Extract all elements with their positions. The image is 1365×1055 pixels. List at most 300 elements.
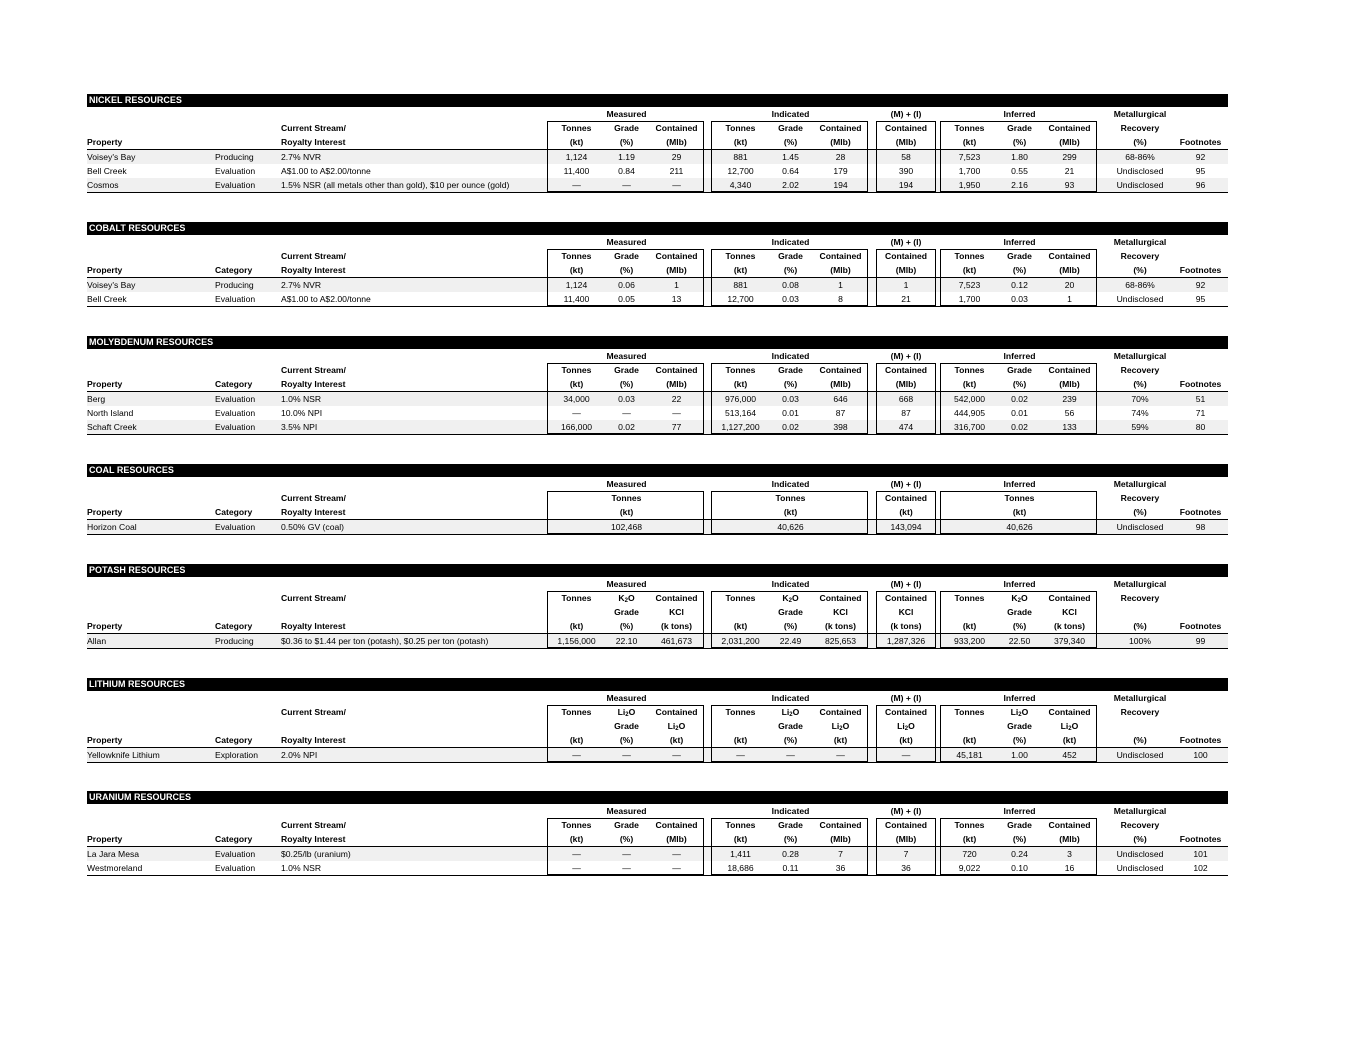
table-cell: 720	[962, 849, 977, 859]
table-cell: 93	[1064, 180, 1075, 190]
column-header: (%)	[783, 735, 798, 745]
table-cell: 87	[901, 408, 911, 418]
table-cell: 976,000	[724, 394, 757, 404]
column-header: KCl	[833, 607, 848, 617]
table-cell: 100%	[1129, 636, 1151, 646]
table-cell: 0.84	[618, 166, 635, 176]
table-cell: 29	[671, 152, 682, 162]
column-header: Tonnes	[725, 251, 756, 261]
column-header: Tonnes	[1004, 493, 1035, 503]
table-cell: Producing	[215, 636, 254, 646]
table-cell: 59%	[1131, 422, 1149, 432]
table-cell: 461,673	[660, 636, 693, 646]
column-header: (%)	[783, 834, 798, 844]
table-cell: 22.10	[615, 636, 638, 646]
table-cell: 0.11	[782, 863, 799, 873]
group-label: Indicated	[771, 693, 810, 703]
table-cell: Cosmos	[87, 180, 119, 190]
column-header: Contained	[655, 365, 698, 375]
column-header: (k tons)	[824, 621, 857, 631]
table-row	[87, 406, 1228, 420]
group-label: Measured	[606, 479, 647, 489]
column-header: $Li_2O$	[781, 707, 800, 718]
group-label: Metallurgical	[1113, 579, 1167, 589]
table-cell: 87	[835, 408, 846, 418]
column-header-row	[87, 832, 1228, 847]
table-cell: Undisclosed	[1116, 522, 1164, 532]
table-cell: 1.0% NSR	[281, 394, 322, 404]
table-cell: $0.25/lb (uranium)	[281, 849, 351, 859]
column-header: (%)	[783, 379, 798, 389]
column-header: Contained	[819, 707, 862, 717]
table-row	[87, 520, 1228, 535]
table-cell: 0.24	[1011, 849, 1028, 859]
table-cell: 0.03	[782, 394, 799, 404]
table-cell: Producing	[215, 152, 254, 162]
table-row	[87, 150, 1228, 164]
column-header: Current Stream/	[281, 365, 346, 375]
column-header: Grade	[614, 123, 639, 133]
column-header: Contained	[884, 820, 927, 830]
table-cell: 0.12	[1011, 280, 1028, 290]
column-header: (Mlb)	[666, 137, 687, 147]
table-cell: 102	[1193, 863, 1208, 873]
column-header: (%)	[1012, 621, 1027, 631]
table-cell: 0.03	[618, 394, 635, 404]
table-cell: Evaluation	[215, 166, 256, 176]
column-header-row	[87, 377, 1228, 392]
table-cell: 1	[903, 280, 909, 290]
column-header: Tonnes	[561, 365, 592, 375]
section-title: NICKEL RESOURCES	[87, 94, 1228, 107]
column-header: (kt)	[962, 735, 977, 745]
column-header: Grade	[614, 607, 639, 617]
table-cell: 4,340	[729, 180, 752, 190]
column-header: Contained	[884, 123, 927, 133]
column-header: Contained	[884, 493, 927, 503]
column-header: (kt)	[669, 735, 684, 745]
table-cell: —	[672, 408, 681, 418]
column-header: Property	[87, 137, 123, 147]
table-cell: A$1.00 to A$2.00/tonne	[281, 294, 371, 304]
table-cell: —	[622, 180, 631, 190]
table-cell: 96	[1195, 180, 1206, 190]
column-header: Grade	[778, 607, 803, 617]
column-header: $Li_2O$	[897, 721, 915, 732]
uranium-resources-table	[87, 791, 1228, 876]
table-cell: 0.03	[1011, 294, 1028, 304]
column-header: (%)	[1133, 265, 1147, 275]
table-cell: 95	[1195, 166, 1206, 176]
column-header: (kt)	[733, 834, 748, 844]
column-header: (kt)	[733, 735, 748, 745]
table-cell: —	[572, 849, 581, 859]
table-cell: 7	[838, 849, 843, 859]
group-label: Metallurgical	[1113, 479, 1167, 489]
column-header: Contained	[1048, 365, 1091, 375]
group-header-row	[87, 691, 1228, 705]
table-cell: Horizon Coal	[87, 522, 137, 532]
column-header: KCl	[669, 607, 684, 617]
column-header: Current Stream/	[281, 251, 346, 261]
table-cell: 0.64	[782, 166, 799, 176]
column-header: (k tons)	[660, 621, 693, 631]
column-header: Grade	[614, 251, 639, 261]
table-row	[87, 164, 1228, 178]
table-cell: 166,000	[560, 422, 593, 432]
column-header: (%)	[1012, 379, 1027, 389]
column-header-row	[87, 263, 1228, 278]
table-cell: —	[672, 180, 681, 190]
table-row	[87, 278, 1228, 292]
table-cell: 40,626	[777, 522, 804, 532]
column-header: (Mlb)	[895, 265, 917, 275]
column-header: Category	[215, 735, 253, 745]
column-header: (kt)	[899, 507, 913, 517]
table-cell: 1,287,326	[886, 636, 926, 646]
column-header: (Mlb)	[1059, 265, 1080, 275]
column-header: (%)	[1012, 137, 1027, 147]
column-header: (kt)	[962, 379, 977, 389]
table-cell: 239	[1062, 394, 1077, 404]
table-cell: —	[622, 408, 631, 418]
column-header-row	[87, 135, 1228, 150]
table-cell: 102,468	[610, 522, 643, 532]
table-cell: —	[786, 750, 795, 760]
table-row	[87, 178, 1228, 193]
group-label: Indicated	[771, 109, 810, 119]
column-header: Grade	[1007, 820, 1032, 830]
column-header: (%)	[1133, 379, 1147, 389]
table-cell: 379,340	[1053, 636, 1086, 646]
table-cell: —	[572, 750, 581, 760]
column-header: Contained	[819, 123, 862, 133]
column-header: (%)	[619, 379, 634, 389]
column-header: (%)	[1133, 137, 1147, 147]
column-header: (%)	[783, 621, 798, 631]
column-header: Property	[87, 379, 123, 389]
column-header: (kt)	[569, 265, 584, 275]
column-header: Tonnes	[954, 593, 985, 603]
column-header: Footnotes	[1179, 379, 1222, 389]
table-cell: Bell Creek	[87, 294, 127, 304]
column-header: Tonnes	[725, 123, 756, 133]
column-header: Tonnes	[954, 251, 985, 261]
column-header: Tonnes	[725, 365, 756, 375]
table-cell: 1,124	[565, 152, 588, 162]
table-cell: Schaft Creek	[87, 422, 137, 432]
table-cell: 0.28	[782, 849, 799, 859]
column-header: Tonnes	[954, 365, 985, 375]
column-header: (kt)	[733, 379, 748, 389]
column-header: Category	[215, 265, 253, 275]
column-header: Contained	[1048, 593, 1091, 603]
column-header: Grade	[1007, 607, 1032, 617]
group-header-row	[87, 577, 1228, 591]
column-header: Footnotes	[1179, 735, 1222, 745]
column-header: Royalty Interest	[281, 265, 346, 275]
column-header: Footnotes	[1179, 137, 1222, 147]
column-header: Category	[215, 379, 253, 389]
group-label: Inferred	[1003, 806, 1036, 816]
column-header: (kt)	[733, 137, 748, 147]
column-header: (%)	[1012, 265, 1027, 275]
table-row	[87, 420, 1228, 435]
group-label: Inferred	[1003, 351, 1036, 361]
group-header-row	[87, 804, 1228, 818]
table-cell: —	[736, 750, 745, 760]
column-header: Contained	[819, 820, 862, 830]
group-label: Inferred	[1003, 237, 1036, 247]
table-cell: 0.05	[618, 294, 635, 304]
table-cell: Producing	[215, 280, 254, 290]
table-cell: —	[901, 750, 911, 760]
column-header: (kt)	[962, 137, 977, 147]
section-title: MOLYBDENUM RESOURCES	[87, 336, 1228, 349]
column-header: (Mlb)	[895, 137, 917, 147]
column-header: Contained	[1048, 820, 1091, 830]
column-header: Contained	[884, 593, 927, 603]
column-header: (kt)	[733, 265, 748, 275]
column-header: (kt)	[1062, 735, 1077, 745]
table-cell: 0.06	[618, 280, 635, 290]
table-cell: 133	[1062, 422, 1077, 432]
table-cell: 1.19	[618, 152, 635, 162]
table-cell: Evaluation	[215, 422, 256, 432]
section-title: LITHIUM RESOURCES	[87, 678, 1228, 691]
column-header: (kt)	[733, 621, 748, 631]
table-cell: 2.02	[782, 180, 799, 190]
column-header: Current Stream/	[281, 707, 346, 717]
group-header-row	[87, 477, 1228, 491]
table-cell: 92	[1195, 280, 1206, 290]
table-cell: 8	[838, 294, 843, 304]
table-cell: 0.03	[782, 294, 799, 304]
table-cell: —	[836, 750, 845, 760]
column-header: Contained	[655, 251, 698, 261]
table-cell: 3	[1067, 849, 1072, 859]
table-cell: 21	[901, 294, 911, 304]
table-cell: —	[622, 750, 631, 760]
column-header: Tonnes	[725, 593, 756, 603]
table-cell: —	[572, 408, 581, 418]
column-header: Recovery	[1120, 123, 1160, 133]
column-header: (kt)	[569, 379, 584, 389]
table-cell: 316,700	[953, 422, 986, 432]
column-header: KCl	[1062, 607, 1077, 617]
group-label: (M) + (I)	[890, 806, 922, 816]
table-cell: 513,164	[724, 408, 757, 418]
table-cell: Berg	[87, 394, 106, 404]
table-cell: 0.02	[618, 422, 635, 432]
table-row	[87, 861, 1228, 876]
table-cell: 3.5% NPI	[281, 422, 318, 432]
column-header: (k tons)	[1053, 621, 1086, 631]
group-header-row	[87, 349, 1228, 363]
column-header: Recovery	[1120, 365, 1160, 375]
table-cell: 11,400	[563, 294, 590, 304]
group-label: Indicated	[771, 806, 810, 816]
table-cell: $0.36 to $1.44 per ton (potash), $0.25 per ton (potash)	[281, 636, 489, 646]
column-header: Category	[215, 621, 253, 631]
column-header-row	[87, 733, 1228, 748]
group-label: (M) + (I)	[890, 237, 922, 247]
table-cell: Evaluation	[215, 180, 256, 190]
group-label: Inferred	[1003, 479, 1036, 489]
column-header: Contained	[655, 593, 698, 603]
group-label: Inferred	[1003, 109, 1036, 119]
column-header: KCl	[898, 607, 914, 617]
column-header: Contained	[655, 707, 698, 717]
column-header: Property	[87, 834, 123, 844]
column-header: (%)	[619, 621, 634, 631]
column-header: (%)	[783, 265, 798, 275]
table-cell: 80	[1195, 422, 1206, 432]
column-header: $K_2O$	[782, 593, 799, 604]
group-label: Metallurgical	[1113, 351, 1167, 361]
table-cell: 100	[1193, 750, 1208, 760]
column-header: Property	[87, 265, 123, 275]
column-header: Contained	[819, 593, 862, 603]
column-header: Tonnes	[561, 707, 592, 717]
column-header-row	[87, 505, 1228, 520]
table-cell: 20	[1064, 280, 1075, 290]
table-cell: —	[572, 863, 581, 873]
table-cell: 77	[671, 422, 682, 432]
group-label: Indicated	[771, 351, 810, 361]
table-cell: Allan	[87, 636, 107, 646]
column-header: (%)	[1133, 621, 1147, 631]
table-cell: 68-86%	[1125, 152, 1155, 162]
table-row	[87, 847, 1228, 861]
column-header: (Mlb)	[666, 834, 687, 844]
column-header: Contained	[819, 251, 862, 261]
table-cell: 1,124	[565, 280, 588, 290]
table-cell: Bell Creek	[87, 166, 127, 176]
column-header: (%)	[1133, 834, 1147, 844]
column-header: Recovery	[1120, 493, 1160, 503]
table-cell: 2.7% NVR	[281, 152, 322, 162]
column-header: $Li_2O$	[831, 721, 850, 732]
column-header: Grade	[1007, 365, 1032, 375]
table-cell: 1.45	[782, 152, 799, 162]
nickel-resources-table	[87, 94, 1228, 193]
table-cell: 51	[1195, 394, 1206, 404]
column-header: Tonnes	[954, 123, 985, 133]
table-cell: 34,000	[563, 394, 590, 404]
column-header: Footnotes	[1179, 507, 1222, 517]
table-cell: 211	[669, 166, 684, 176]
group-label: Measured	[606, 351, 647, 361]
table-row	[87, 634, 1228, 649]
table-cell: 12,700	[727, 294, 754, 304]
column-header: (kt)	[1012, 507, 1027, 517]
table-cell: 542,000	[953, 394, 986, 404]
column-header: Current Stream/	[281, 493, 346, 503]
table-cell: Exploration	[215, 750, 258, 760]
column-header: Royalty Interest	[281, 137, 346, 147]
table-cell: 0.55	[1011, 166, 1028, 176]
column-header: Tonnes	[561, 251, 592, 261]
table-cell: 2.0% NPI	[281, 750, 318, 760]
column-header: (kt)	[569, 621, 584, 631]
table-cell: 398	[833, 422, 848, 432]
group-label: Measured	[606, 693, 647, 703]
table-cell: —	[622, 849, 631, 859]
group-label: (M) + (I)	[890, 579, 922, 589]
column-header: (%)	[619, 735, 634, 745]
column-header: (%)	[783, 137, 798, 147]
table-cell: Voisey's Bay	[87, 152, 136, 162]
column-header: Tonnes	[954, 707, 985, 717]
column-header: Grade	[1007, 251, 1032, 261]
column-header: $K_2O$	[1011, 593, 1028, 604]
table-row	[87, 392, 1228, 406]
table-cell: 22.49	[779, 636, 802, 646]
table-cell: 0.02	[1011, 394, 1028, 404]
column-header: Property	[87, 621, 123, 631]
table-cell: 0.10	[1011, 863, 1028, 873]
column-header: Tonnes	[611, 493, 642, 503]
group-label: (M) + (I)	[890, 693, 922, 703]
table-cell: Undisclosed	[1116, 294, 1164, 304]
table-cell: 56	[1064, 408, 1075, 418]
table-cell: 390	[898, 166, 914, 176]
table-cell: 0.02	[1011, 422, 1028, 432]
group-label: Metallurgical	[1113, 109, 1167, 119]
table-cell: 95	[1195, 294, 1206, 304]
group-label: Measured	[606, 806, 647, 816]
column-header: (Mlb)	[895, 834, 917, 844]
column-header: $Li_2O$	[1010, 707, 1029, 718]
column-header: (Mlb)	[895, 379, 917, 389]
table-cell: 71	[1195, 408, 1206, 418]
table-cell: 0.08	[782, 280, 799, 290]
table-cell: Evaluation	[215, 849, 256, 859]
table-cell: Undisclosed	[1116, 180, 1164, 190]
column-header-row	[87, 491, 1228, 505]
column-header: $Li_2O$	[617, 707, 636, 718]
table-cell: 0.01	[1011, 408, 1028, 418]
column-header: (%)	[1133, 735, 1147, 745]
column-header: Tonnes	[725, 707, 756, 717]
table-cell: 194	[898, 180, 914, 190]
table-cell: 1.00	[1011, 750, 1028, 760]
table-cell: —	[672, 750, 681, 760]
column-header: Royalty Interest	[281, 735, 346, 745]
column-header-row	[87, 605, 1228, 619]
table-cell: 22.50	[1008, 636, 1031, 646]
column-header: (Mlb)	[1059, 379, 1080, 389]
column-header-row	[87, 591, 1228, 605]
table-cell: 98	[1195, 522, 1206, 532]
column-header: (kt)	[569, 834, 584, 844]
table-cell: 1,156,000	[557, 636, 596, 646]
column-header: Grade	[778, 820, 803, 830]
table-cell: 194	[833, 180, 848, 190]
lithium-resources-table	[87, 678, 1228, 763]
table-cell: Yellowknife Lithium	[87, 750, 160, 760]
table-cell: 0.50% GV (coal)	[281, 522, 345, 532]
table-cell: 1	[674, 280, 679, 290]
group-label: Measured	[606, 109, 647, 119]
column-header: Recovery	[1120, 593, 1160, 603]
column-header: Grade	[778, 721, 803, 731]
column-header: Contained	[655, 123, 698, 133]
table-cell: 0.02	[782, 422, 799, 432]
potash-resources-table	[87, 564, 1228, 649]
column-header-row	[87, 249, 1228, 263]
